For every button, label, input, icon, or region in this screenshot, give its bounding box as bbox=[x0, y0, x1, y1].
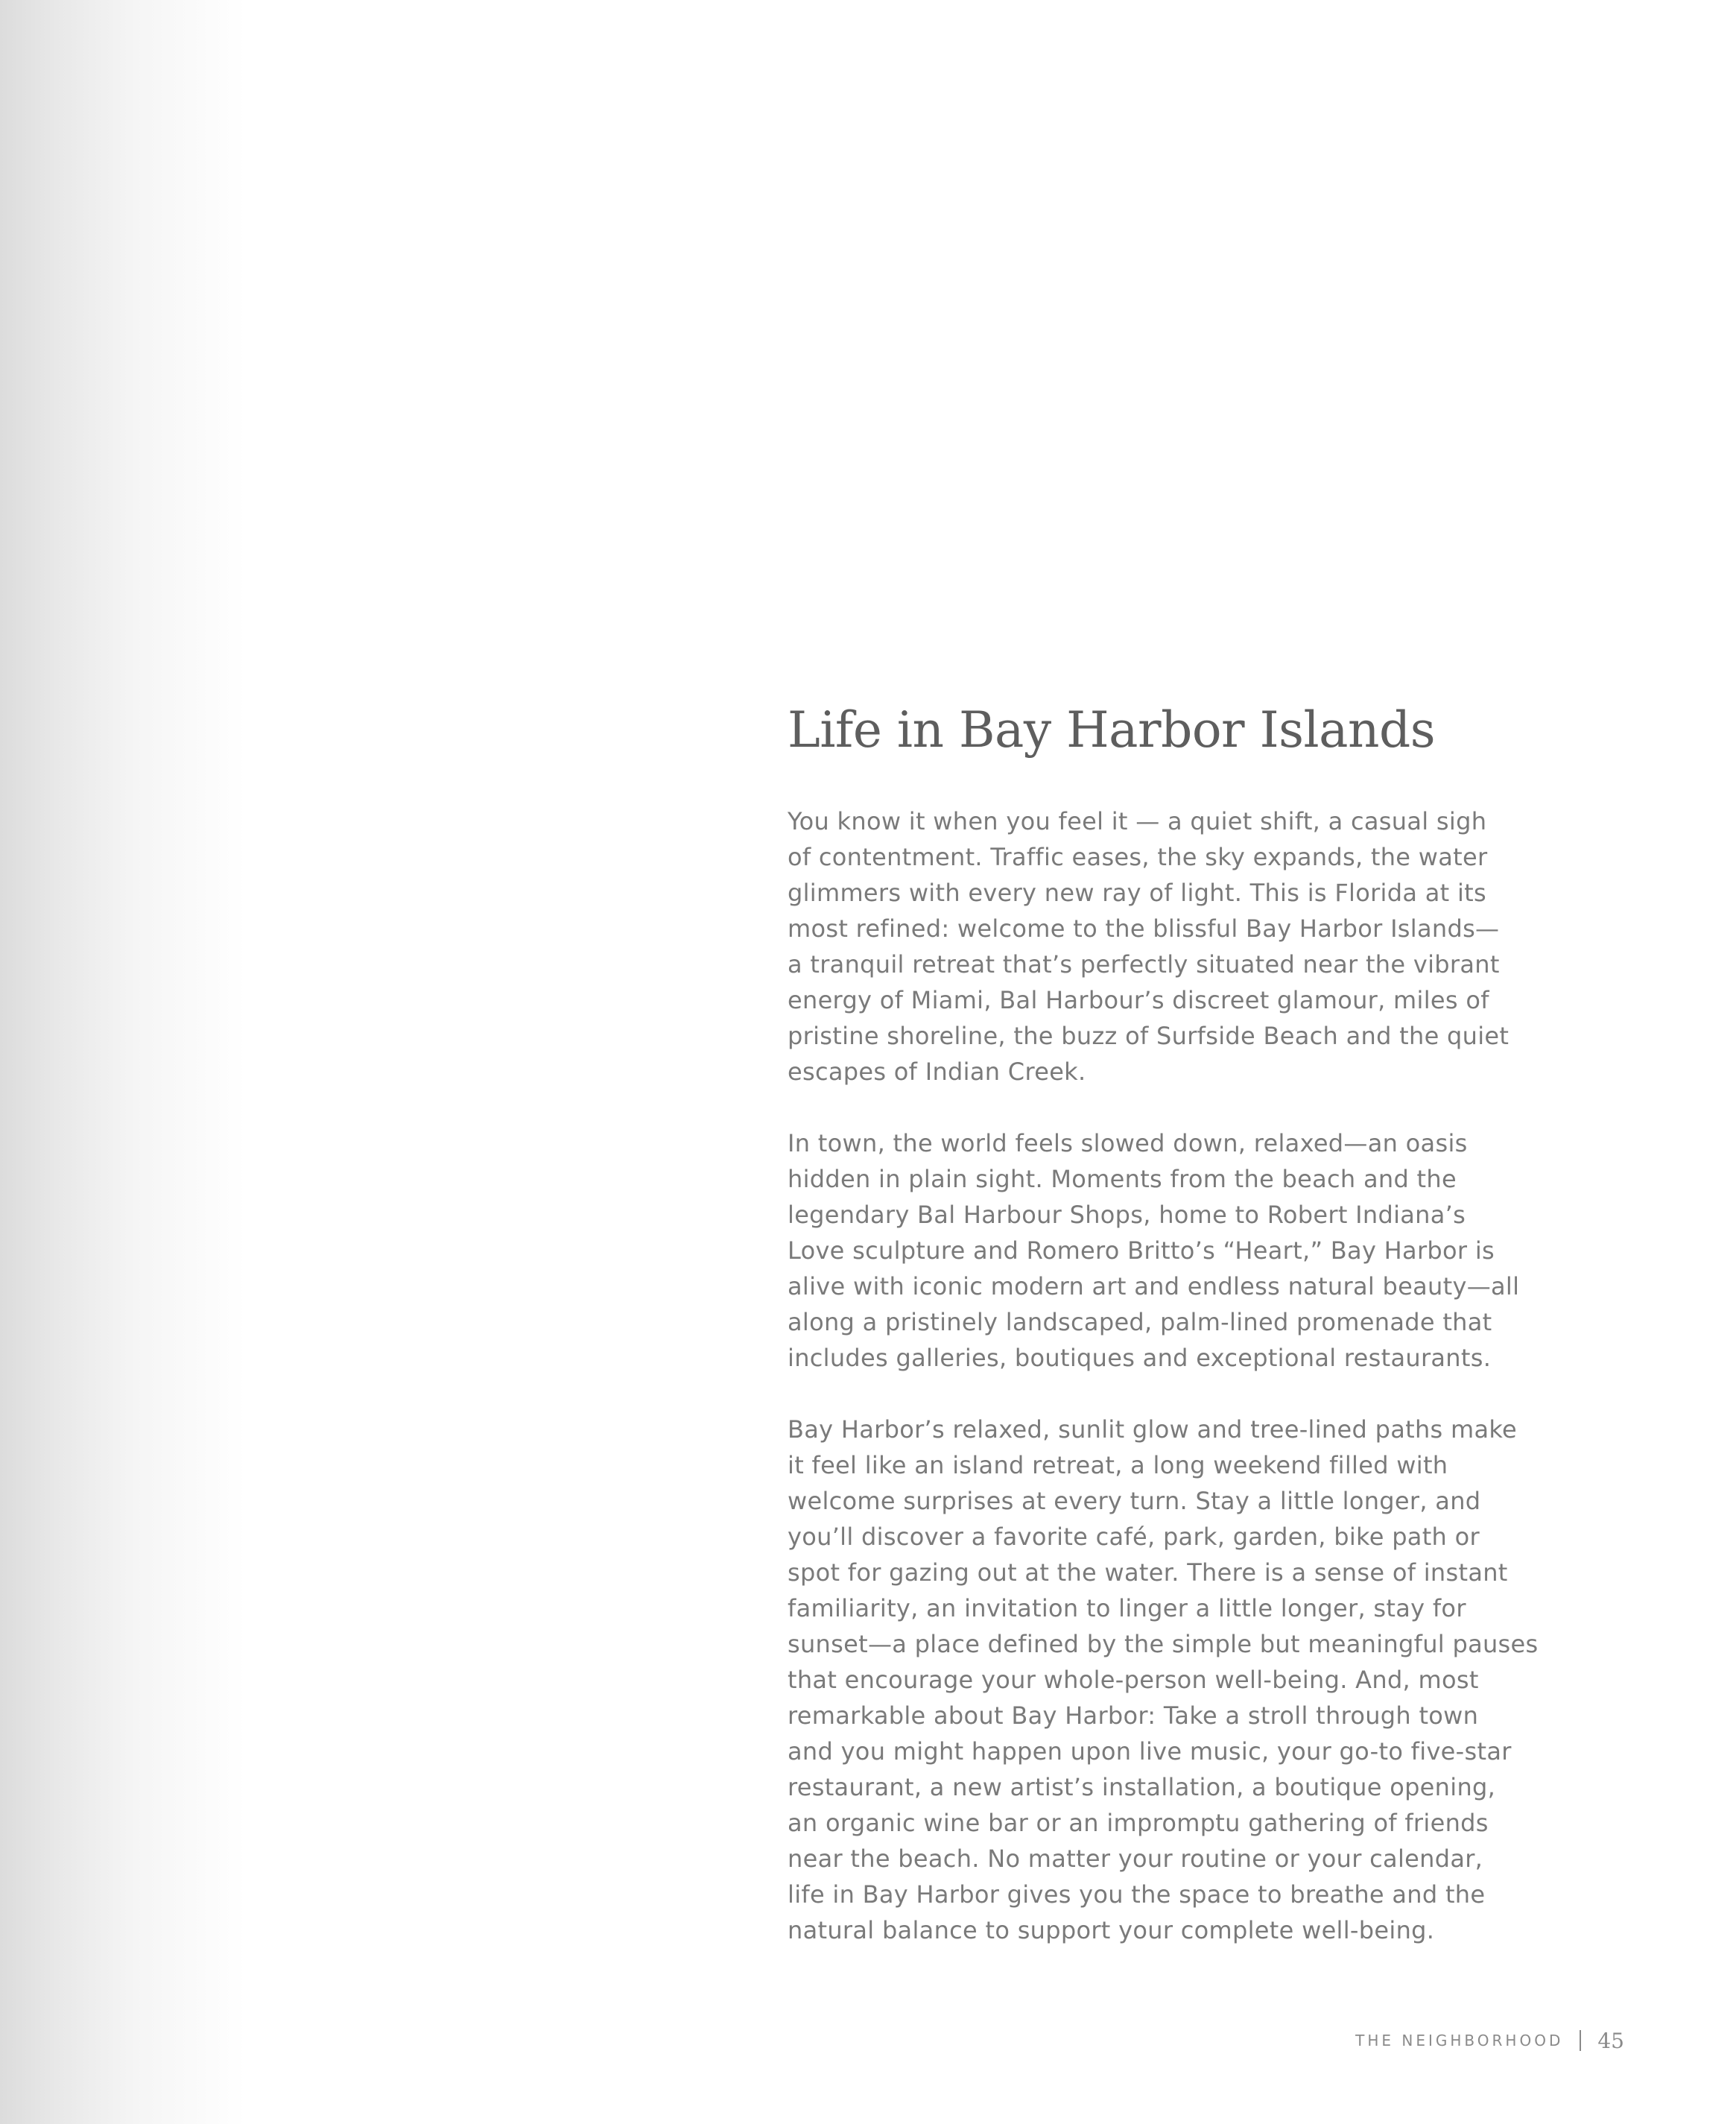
text-line: Love sculpture and Romero Britto’s “Heart,” Bay Harbor is bbox=[788, 1236, 1495, 1265]
page-number: 45 bbox=[1597, 2028, 1624, 2053]
article-title: Life in Bay Harbor Islands bbox=[788, 701, 1436, 759]
text-line: In town, the world feels slowed down, relaxed—an oasis bbox=[788, 1129, 1468, 1157]
text-line: restaurant, a new artist’s installation, a boutique opening, bbox=[788, 1773, 1496, 1801]
text-line: remarkable about Bay Harbor: Take a stroll through town bbox=[788, 1701, 1479, 1730]
text-line: sunset—a place defined by the simple but meaningful pauses bbox=[788, 1630, 1539, 1658]
text-line: and you might happen upon live music, your go-to five-star bbox=[788, 1737, 1512, 1766]
text-line: natural balance to support your complete well-being. bbox=[788, 1916, 1435, 1944]
footer-divider bbox=[1580, 2030, 1581, 2051]
text-line: includes galleries, boutiques and exceptional restaurants. bbox=[788, 1344, 1492, 1372]
text-line: a tranquil retreat that’s perfectly situated near the vibrant bbox=[788, 950, 1500, 979]
text-line: energy of Miami, Bal Harbour’s discreet glamour, miles of bbox=[788, 986, 1489, 1014]
text-line: hidden in plain sight. Moments from the beach and the bbox=[788, 1165, 1457, 1193]
page-footer bbox=[1355, 2026, 1624, 2055]
text-line: that encourage your whole-person well-being. And, most bbox=[788, 1666, 1479, 1694]
text-line: you’ll discover a favorite café, park, garden, bike path or bbox=[788, 1523, 1480, 1551]
text-line: legendary Bal Harbour Shops, home to Robert Indiana’s bbox=[788, 1201, 1466, 1229]
text-line: along a pristinely landscaped, palm-lined promenade that bbox=[788, 1308, 1492, 1336]
paragraph bbox=[788, 803, 1629, 1090]
paragraph-spacer bbox=[788, 1090, 1629, 1125]
text-line: You know it when you feel it — a quiet shift, a casual sigh bbox=[788, 807, 1487, 835]
text-line: familiarity, an invitation to linger a little longer, stay for bbox=[788, 1594, 1466, 1622]
article-body bbox=[788, 803, 1629, 1948]
article bbox=[788, 701, 1629, 1948]
paragraph bbox=[788, 1125, 1629, 1376]
section-name: THE NEIGHBORHOOD bbox=[1355, 2032, 1564, 2049]
paragraph bbox=[788, 1412, 1629, 1948]
text-line: escapes of Indian Creek. bbox=[788, 1058, 1086, 1086]
paragraph-spacer bbox=[788, 1376, 1629, 1412]
page-gutter-shadow bbox=[0, 0, 246, 2124]
text-line: welcome surprises at every turn. Stay a little longer, and bbox=[788, 1487, 1481, 1515]
text-line: spot for gazing out at the water. There is a sense of instant bbox=[788, 1558, 1508, 1587]
text-line: near the beach. No matter your routine or your calendar, bbox=[788, 1845, 1483, 1873]
text-line: life in Bay Harbor gives you the space to breathe and the bbox=[788, 1880, 1486, 1909]
text-line: Bay Harbor’s relaxed, sunlit glow and tree-lined paths make bbox=[788, 1415, 1518, 1444]
text-line: of contentment. Traffic eases, the sky expands, the water bbox=[788, 843, 1488, 871]
text-line: alive with iconic modern art and endless natural beauty—all bbox=[788, 1272, 1520, 1300]
text-line: glimmers with every new ray of light. This is Florida at its bbox=[788, 879, 1486, 907]
text-line: most refined: welcome to the blissful Bay Harbor Islands— bbox=[788, 914, 1500, 943]
text-line: an organic wine bar or an impromptu gathering of friends bbox=[788, 1809, 1489, 1837]
text-line: pristine shoreline, the buzz of Surfside Beach and the quiet bbox=[788, 1022, 1510, 1050]
text-line: it feel like an island retreat, a long weekend filled with bbox=[788, 1451, 1448, 1479]
